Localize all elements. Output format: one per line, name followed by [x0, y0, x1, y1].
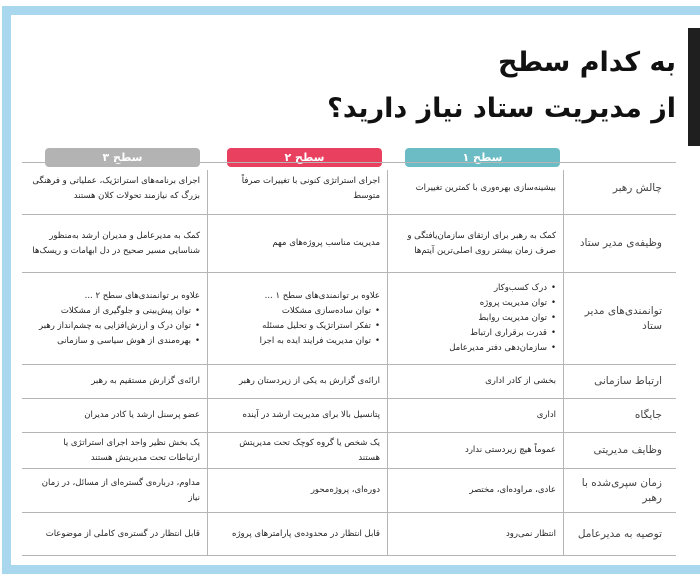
row-label: وظایف مدیریتی — [593, 444, 662, 456]
level-2-cell: یک شخص یا گروه کوچک تحت مدیریتش هستند — [239, 437, 380, 463]
level-2-header: سطح ۲ — [227, 148, 382, 167]
level-2-cell: مدیریت مناسب پروژه‌های مهم — [272, 238, 380, 248]
level-1-cell: بخشی از کادر اداری — [485, 376, 556, 386]
list-intro: علاوه بر توانمندی‌های سطح ۱ ... — [264, 290, 380, 301]
level-2-cell: ارائه‌ی گزارش به یکی از زیردستان رهبر — [238, 376, 380, 386]
row-label: توصیه به مدیرعامل — [577, 527, 662, 540]
table-row-staff-duty — [22, 214, 676, 272]
list-item: • قدرت برقراری ارتباط — [449, 326, 556, 341]
list-item: • تفکر استراتژیک و تحلیل مسئله — [260, 319, 380, 334]
list-item: • توان مدیریت روابط — [449, 311, 556, 326]
level-1-header: سطح ۱ — [405, 148, 560, 167]
level-1-cell: اداری — [536, 410, 556, 420]
row-label: چالش رهبر — [612, 182, 662, 194]
level-3-header: سطح ۳ — [45, 148, 200, 167]
title-line-2: از مدیریت ستاد نیاز دارید؟ — [327, 93, 676, 124]
row-label: وظیفه‌ی مدیر ستاد — [579, 237, 662, 249]
page-title — [256, 40, 676, 132]
table-row-position — [22, 398, 676, 432]
row-label: ارتباط سازمانی — [594, 375, 662, 387]
level-2-cell: پتانسیل بالا برای مدیریت ارشد در آینده — [242, 410, 380, 420]
level-1-cell — [388, 273, 564, 364]
table-row-management-duties — [22, 432, 676, 468]
table-row-leader-challenge — [22, 162, 676, 214]
level-2-cell: اجرای استراتژی کنونی با تغییرات صرفاً متوسط — [241, 175, 380, 201]
level-1-cell: عادی، مراوده‌ای، مختصر — [469, 485, 556, 495]
level-3-cell: مداوم، درباره‌ی گستره‌ای از مسائل، در زمان نیاز — [41, 477, 200, 503]
level-3-cell: یک بخش نظیر واحد اجرای استراتژی یا ارتباطات تحت مدیریتش هستند — [63, 437, 200, 463]
level-3-cell: قابل انتظار در گستره‌ی کاملی از موضوعات — [45, 528, 200, 539]
list-item: • بهره‌مندی از هوش سیاسی و سازمانی — [39, 334, 200, 349]
list-item: • توان پیش‌بینی و جلوگیری از مشکلات — [39, 304, 200, 319]
table-row-capabilities — [22, 272, 676, 364]
table-row-time-with-leader — [22, 468, 676, 512]
level-2-cell — [208, 273, 388, 364]
row-label: جایگاه — [634, 409, 662, 421]
row-label: زمان سپری‌شده با رهبر — [581, 476, 662, 504]
level-3-cell: ارائه‌ی گزارش مستقیم به رهبر — [91, 376, 200, 386]
level-3-cell: کمک به مدیرعامل و مدیران ارشد به‌منظور شناسایی مسیر صحیح در دل ابهامات و ریسک‌ها — [32, 230, 200, 256]
level-1-cell: انتظار نمی‌رود — [505, 528, 556, 539]
title-line-1: به کدام سطح — [498, 47, 676, 78]
level-3-cell: عضو پرسنل ارشد یا کادر مدیران — [84, 410, 200, 420]
level-1-cell: عموماً هیچ زیردستی ندارد — [465, 445, 556, 455]
level-2-cell: قابل انتظار در محدوده‌ی پارامترهای پروژه — [232, 528, 380, 539]
list-item: • درک کسب‌وکار — [449, 281, 556, 296]
level-3-cell: اجرای برنامه‌های استراتژیک، عملیاتی و فرهنگی بزرگ که نیازمند تحولات کلان هستند — [32, 175, 200, 201]
table-row-org-relation — [22, 364, 676, 398]
level-1-cell: بیشینه‌سازی بهره‌وری با کمترین تغییرات — [415, 183, 556, 193]
list-item: • توان درک و ارزش‌افزایی به چشم‌انداز رهبر — [39, 319, 200, 334]
comparison-table — [22, 148, 676, 540]
list-item: • توان ساده‌سازی مشکلات — [260, 304, 380, 319]
row-label: توانمندی‌های مدیر ستاد — [584, 304, 662, 332]
level-3-cell — [22, 273, 208, 364]
list-item: • سازمان‌دهی دفتر مدیرعامل — [449, 341, 556, 356]
list-intro: علاوه بر توانمندی‌های سطح ۲ ... — [84, 290, 200, 301]
level-2-cell: دوره‌ای، پروژه‌محور — [310, 485, 380, 495]
list-item: • توان مدیریت فرایند ایده به اجرا — [260, 334, 380, 349]
level-1-cell: کمک به رهبر برای ارتقای سازمان‌یافتگی و صرف زمان بیشتر روی اصلی‌ترین آیتم‌ها — [407, 230, 556, 256]
title-accent-bar — [688, 28, 700, 146]
table-row-ceo-advice — [22, 512, 676, 556]
list-item: • توان مدیریت پروژه — [449, 296, 556, 311]
